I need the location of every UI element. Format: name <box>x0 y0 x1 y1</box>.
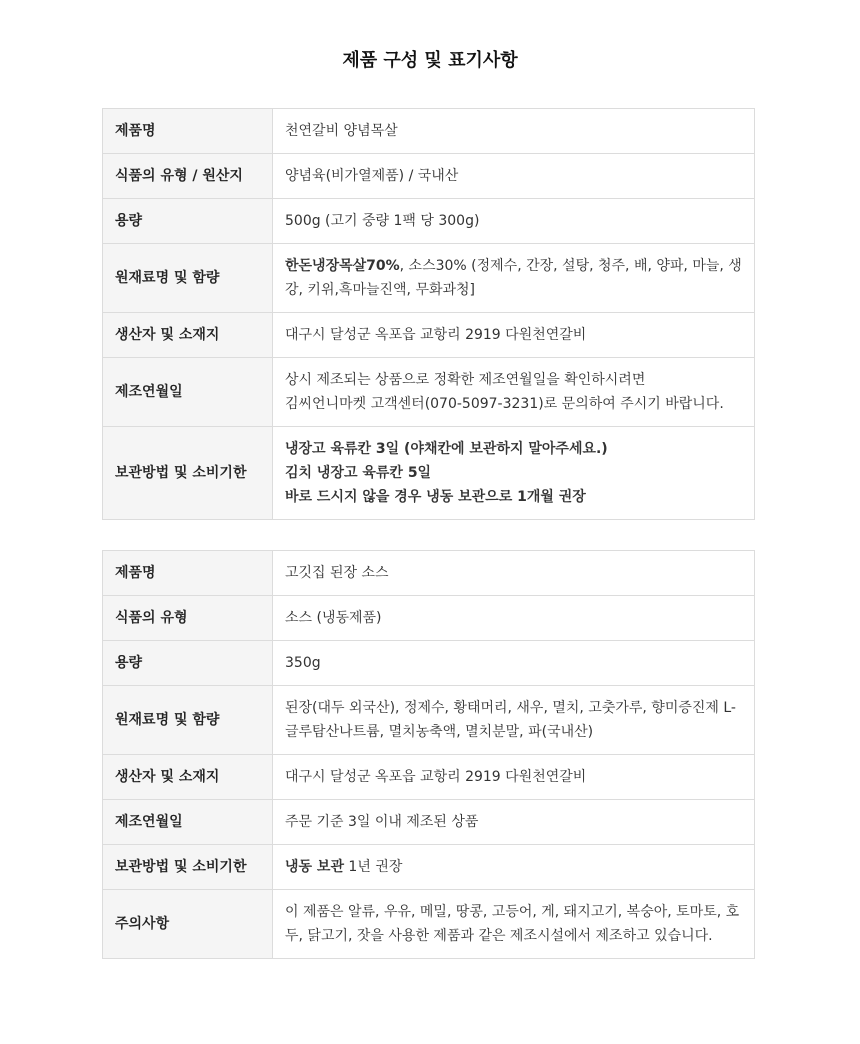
row-value: 천연갈비 양념목살 <box>273 109 755 154</box>
row-value <box>273 427 755 520</box>
row-label: 보관방법 및 소비기한 <box>103 427 273 520</box>
value-line: 김씨언니마켓 고객센터(070-5097-3231)로 문의하여 주시기 바랍니다. <box>285 396 724 412</box>
value-line: 김치 냉장고 육류칸 5일 <box>285 465 432 481</box>
storage-period: 1년 권장 <box>343 859 403 875</box>
row-value: 대구시 달성군 옥포읍 교항리 2919 다원천연갈비 <box>273 755 755 800</box>
row-value: 된장(대두 외국산), 정제수, 황태머리, 새우, 멸치, 고춧가루, 향미증진제 L-글루탐산나트륨, 멸치농축액, 멸치분말, 파(국내산) <box>273 686 755 755</box>
value-line: 바로 드시지 않을 경우 냉동 보관으로 1개월 권장 <box>285 489 586 505</box>
table-row <box>103 313 755 358</box>
row-label: 주의사항 <box>103 890 273 959</box>
page-title: 제품 구성 및 표기사항 <box>342 50 518 71</box>
row-value: 양념육(비가열제품) / 국내산 <box>273 154 755 199</box>
row-value: 고깃집 된장 소스 <box>273 551 755 596</box>
row-label: 원재료명 및 함량 <box>103 244 273 313</box>
row-value <box>273 358 755 427</box>
row-value: 소스 (냉동제품) <box>273 596 755 641</box>
row-value <box>273 845 755 890</box>
table-row <box>103 686 755 755</box>
row-value: 이 제품은 알류, 우유, 메밀, 땅콩, 고등어, 게, 돼지고기, 복숭아, 토마토, 호두, 닭고기, 잣을 사용한 제품과 같은 제조시설에서 제조하고 있습니다. <box>273 890 755 959</box>
row-label: 생산자 및 소재지 <box>103 755 273 800</box>
row-value <box>273 244 755 313</box>
row-label: 제품명 <box>103 109 273 154</box>
table-row <box>103 427 755 520</box>
table-row <box>103 109 755 154</box>
row-label: 보관방법 및 소비기한 <box>103 845 273 890</box>
row-label: 제품명 <box>103 551 273 596</box>
table-row <box>103 800 755 845</box>
table-row <box>103 358 755 427</box>
table-row <box>103 845 755 890</box>
row-label: 제조연월일 <box>103 358 273 427</box>
table-row <box>103 244 755 313</box>
ingredient-main: 한돈냉장목살70% <box>285 258 400 274</box>
row-label: 생산자 및 소재지 <box>103 313 273 358</box>
row-label: 제조연월일 <box>103 800 273 845</box>
row-value: 주문 기준 3일 이내 제조된 상품 <box>273 800 755 845</box>
table-row <box>103 154 755 199</box>
row-value: 350g <box>273 641 755 686</box>
row-label: 용량 <box>103 199 273 244</box>
product-info-table-1 <box>102 108 755 520</box>
table-row <box>103 890 755 959</box>
value-line: 냉장고 육류칸 3일 (야채칸에 보관하지 말아주세요.) <box>285 441 608 457</box>
table-row <box>103 596 755 641</box>
table-row <box>103 641 755 686</box>
storage-method: 냉동 보관 <box>285 859 344 875</box>
value-line: 상시 제조되는 상품으로 정확한 제조연월일을 확인하시려면 <box>285 372 646 388</box>
row-value: 대구시 달성군 옥포읍 교항리 2919 다원천연갈비 <box>273 313 755 358</box>
row-label: 식품의 유형 <box>103 596 273 641</box>
ingredient-rest: , 소스30% (정제수, 간장, 설탕, 청주, 배, 양파, 마늘, 생강, 키위,흑마늘진액, 무화과청] <box>285 258 742 298</box>
row-label: 용량 <box>103 641 273 686</box>
row-value: 500g (고기 중량 1팩 당 300g) <box>273 199 755 244</box>
row-label: 식품의 유형 / 원산지 <box>103 154 273 199</box>
row-label: 원재료명 및 함량 <box>103 686 273 755</box>
table-row <box>103 199 755 244</box>
product-info-table-2 <box>102 550 755 959</box>
table-row <box>103 551 755 596</box>
table-row <box>103 755 755 800</box>
